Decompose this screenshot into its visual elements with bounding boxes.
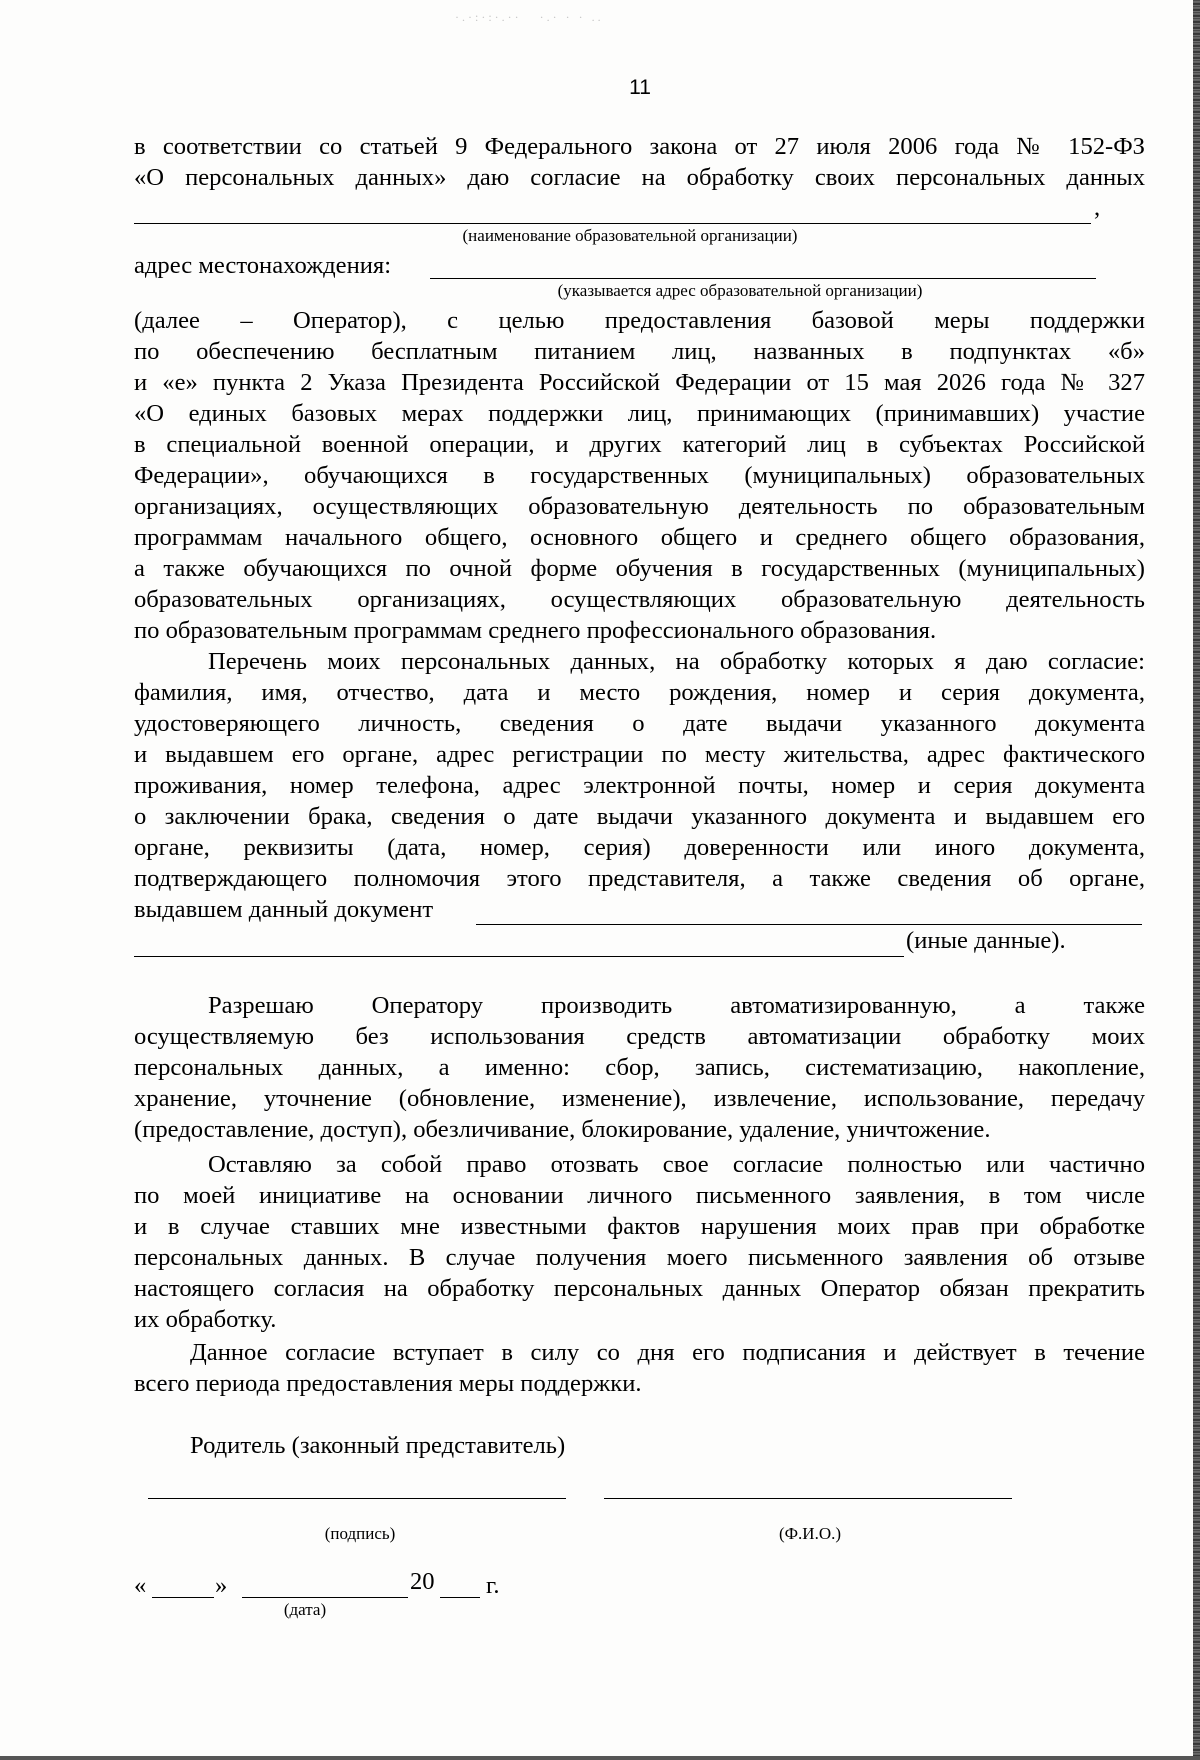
date-month-field[interactable] — [242, 1571, 408, 1598]
organization-field-comma: , — [1094, 194, 1101, 221]
data-list-line: проживания, номер телефона, адрес электронной почты, номер и серия документа — [134, 772, 1145, 799]
address-field[interactable] — [430, 252, 1096, 279]
revocation-line: Оставляю за собой право отозвать свое согласие полностью или частично — [208, 1151, 1145, 1178]
data-list-line: о заключении брака, сведения о дате выдачи указанного документа и выдавшем его — [134, 803, 1145, 830]
purpose-line: по образовательным программам среднего профессионального образования. — [134, 617, 937, 644]
data-list-line: удостоверяющего личность, сведения о дате выдачи указанного документа — [134, 710, 1145, 737]
purpose-line: а также обучающихся по очной форме обучения в государственных (муниципальных) — [134, 555, 1145, 582]
date-day-field[interactable] — [152, 1571, 214, 1598]
purpose-line: организациях, осуществляющих образовательную деятельность по образовательным — [134, 493, 1145, 520]
other-data-field[interactable] — [134, 930, 904, 957]
signature-caption: (подпись) — [324, 1524, 396, 1543]
purpose-line: программам начального общего, основного общего и среднего общего образования, — [134, 524, 1145, 551]
revocation-line: и в случае ставших мне известными фактов нарушения моих прав при обработке — [134, 1213, 1145, 1240]
scan-bottom-edge — [0, 1756, 1200, 1760]
data-list-line: органе, реквизиты (дата, номер, серия) доверенности или иного документа, — [134, 834, 1145, 861]
revocation-line: настоящего согласия на обработку персональных данных Оператор обязан прекратить — [134, 1275, 1145, 1302]
date-year-field[interactable] — [440, 1571, 480, 1598]
data-list-line: Перечень моих персональных данных, на обработку которых я даю согласие: — [208, 648, 1145, 675]
full-name-caption: (Ф.И.О.) — [778, 1524, 842, 1543]
validity-line: Данное согласие вступает в силу со дня его подписания и действует в течение — [190, 1339, 1145, 1366]
signature-field[interactable] — [148, 1472, 566, 1499]
intro-line: «О персональных данных» даю согласие на обработку своих персональных данных — [134, 164, 1145, 191]
other-data-label: (иные данные). — [906, 927, 1066, 954]
data-list-line: фамилия, имя, отчество, дата и место рождения, номер и серия документа, — [134, 679, 1145, 706]
validity-line: всего периода предоставления меры поддержки. — [134, 1370, 642, 1397]
date-caption: (дата) — [283, 1600, 327, 1619]
purpose-line: по обеспечению бесплатным питанием лиц, названных в подпунктах «б» — [134, 338, 1145, 365]
permission-line: хранение, уточнение (обновление, изменение), извлечение, использование, передачу — [134, 1085, 1145, 1112]
purpose-line: «О единых базовых мерах поддержки лиц, принимающих (принимавших) участие — [134, 400, 1145, 427]
full-name-field[interactable] — [604, 1472, 1012, 1499]
revocation-line: персональных данных. В случае получения моего письменного заявления об отзыве — [134, 1244, 1145, 1271]
scan-noise: ·.·:·:·.·· ·.· · · .. — [455, 10, 604, 24]
purpose-line: образовательных организациях, осуществляющих образовательную деятельность — [134, 586, 1145, 613]
purpose-line: в специальной военной операции, и других категорий лиц в субъектах Российской — [134, 431, 1145, 458]
purpose-line: и «е» пункта 2 Указа Президента Российской Федерации от 15 мая 2026 года № 327 — [134, 369, 1145, 396]
address-label: адрес местонахождения: — [134, 252, 392, 279]
permission-line: персональных данных, а именно: сбор, запись, систематизацию, накопление, — [134, 1054, 1145, 1081]
data-list-line: и выдавшем его органе, адрес регистрации по месту жительства, адрес фактического — [134, 741, 1145, 768]
permission-line: осуществляемую без использования средств автоматизации обработку моих — [134, 1023, 1145, 1050]
organization-name-caption: (наименование образовательной организации) — [462, 226, 798, 245]
date-close-quote: » — [215, 1572, 228, 1599]
signer-role: Родитель (законный представитель) — [190, 1432, 566, 1459]
revocation-line: по моей инициативе на основании личного письменного заявления, в том числе — [134, 1182, 1145, 1209]
revocation-line: их обработку. — [134, 1306, 277, 1333]
date-year-suffix: г. — [486, 1572, 500, 1599]
data-list-line: подтверждающего полномочия этого представителя, а также сведения об органе, — [134, 865, 1145, 892]
organization-name-field[interactable] — [134, 197, 1091, 224]
date-open-quote: « — [134, 1572, 147, 1599]
date-year-prefix: 20 — [410, 1568, 435, 1595]
permission-line: Разрешаю Оператору производить автоматизированную, а также — [208, 992, 1145, 1019]
purpose-line: (далее – Оператор), с целью предоставления базовой меры поддержки — [134, 307, 1145, 334]
issued-document-field[interactable] — [476, 898, 1142, 925]
purpose-line: Федерации», обучающихся в государственных (муниципальных) образовательных — [134, 462, 1145, 489]
permission-line: (предоставление, доступ), обезличивание, блокирование, удаление, уничтожение. — [134, 1116, 991, 1143]
page-number: 11 — [629, 76, 651, 99]
intro-line: в соответствии со статьей 9 Федерального закона от 27 июля 2006 года № 152-ФЗ — [134, 133, 1145, 160]
issued-document-label: выдавшем данный документ — [134, 896, 434, 923]
address-caption: (указывается адрес образовательной организации) — [557, 281, 923, 300]
scan-edge — [1193, 0, 1200, 1760]
